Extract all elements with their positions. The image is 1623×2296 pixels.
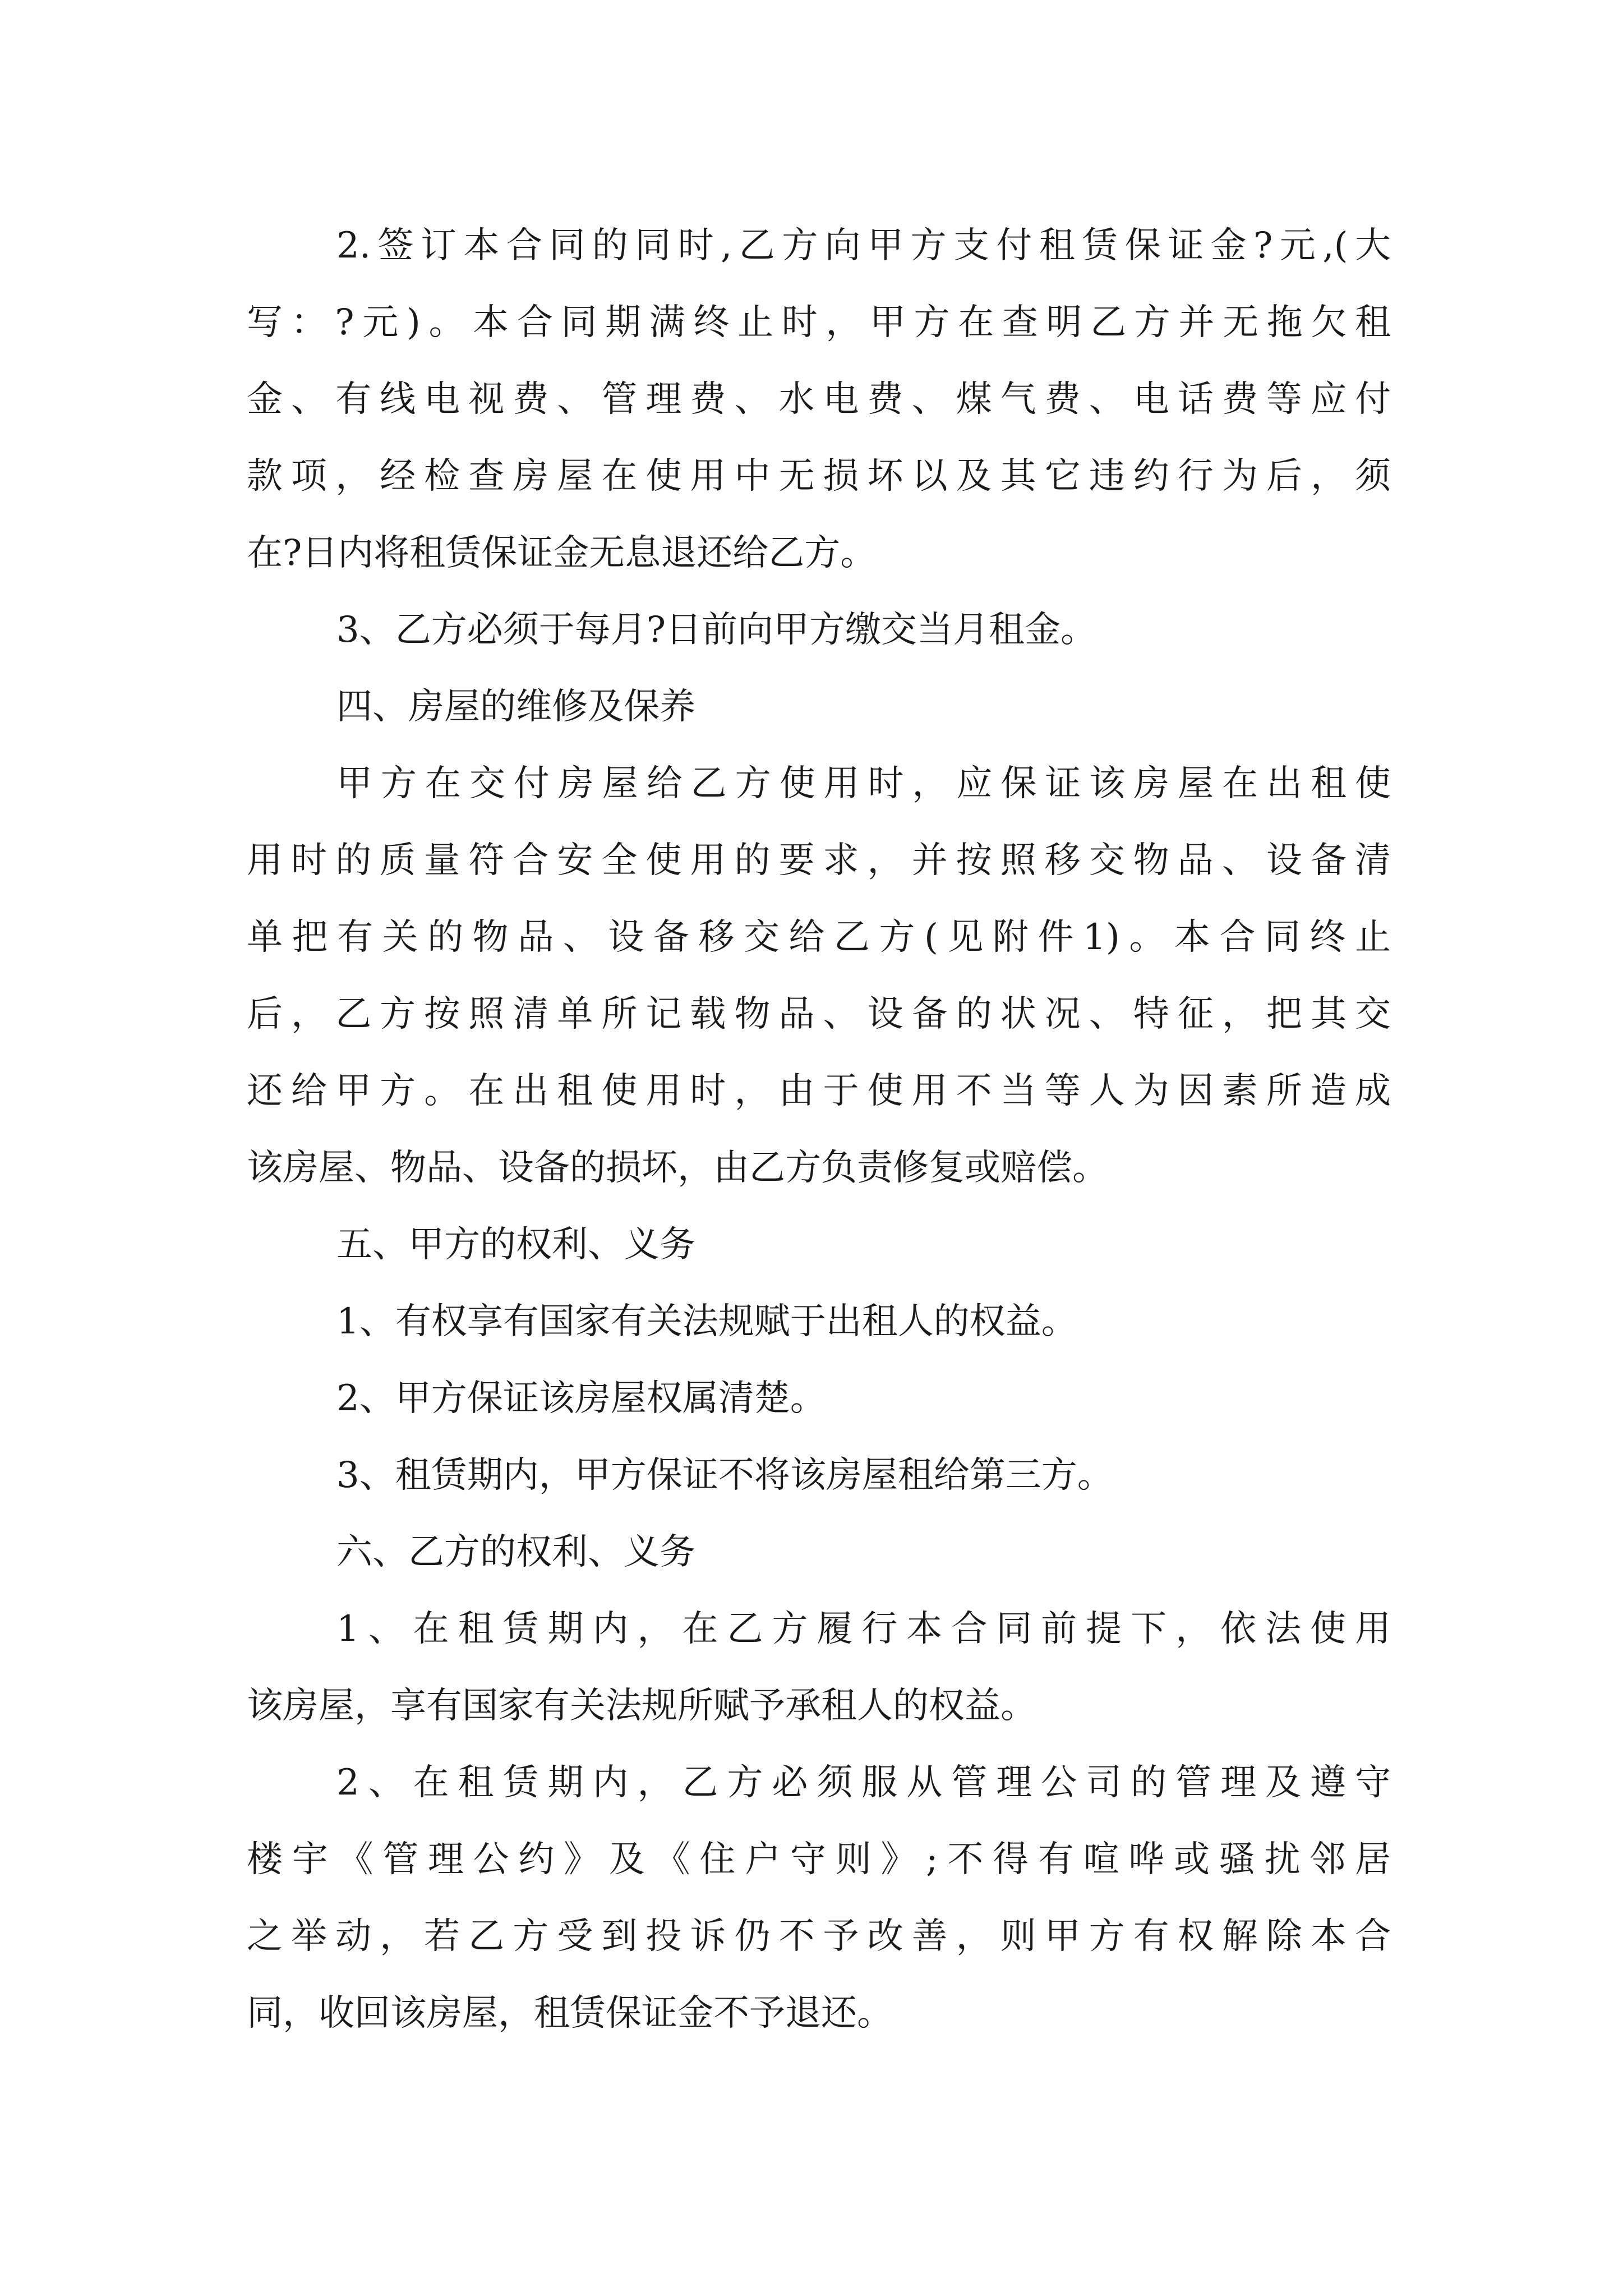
text-line: 2、在租赁期内，乙方必须服从管理公司的管理及遵守 [336,1762,1391,1803]
section-heading: 五、甲方的权利、义务 [336,1224,695,1266]
text-line: 还给甲方。在出租使用时，由于使用不当等人为因素所造成 [247,1070,1391,1112]
text-line: 之举动，若乙方受到投诉仍不予改善，则甲方有权解除本合 [247,1916,1391,1957]
text-line: 1、有权享有国家有关法规赋于出租人的权益。 [336,1301,1077,1342]
text-line: 用时的质量符合安全使用的要求，并按照移交物品、设备清 [247,840,1391,881]
text-line: 该房屋，享有国家有关法规所赋予承租人的权益。 [247,1685,1036,1727]
text-line: 该房屋、物品、设备的损坏，由乙方负责修复或赔偿。 [247,1147,1108,1189]
text-line: 2.签订本合同的同时,乙方向甲方支付租赁保证金?元,(大 [336,225,1391,266]
text-line: 单把有关的物品、设备移交给乙方(见附件1)。本合同终止 [247,917,1391,958]
text-line: 1、在租赁期内，在乙方履行本合同前提下，依法使用 [336,1608,1391,1650]
text-line: 3、租赁期内，甲方保证不将该房屋租给第三方。 [336,1455,1113,1496]
text-line: 写：?元)。本合同期满终止时，甲方在查明乙方并无拖欠租 [247,302,1391,343]
text-line: 同，收回该房屋，租赁保证金不予退还。 [247,1993,893,2034]
text-line: 款项，经检查房屋在使用中无损坏以及其它违约行为后，须 [247,455,1391,497]
text-line: 后，乙方按照清单所记载物品、设备的状况、特征，把其交 [247,993,1391,1035]
section-heading: 四、房屋的维修及保养 [336,686,695,728]
text-line: 甲方在交付房屋给乙方使用时，应保证该房屋在出租使 [336,763,1391,804]
text-line: 在?日内将租赁保证金无息退还给乙方。 [247,532,877,574]
text-line: 金、有线电视费、管理费、水电费、煤气费、电话费等应付 [247,379,1391,420]
text-line: 3、乙方必须于每月?日前向甲方缴交当月租金。 [336,609,1097,651]
text-line: 楼宇《管理公约》及《住户守则》;不得有喧哗或骚扰邻居 [247,1839,1391,1880]
text-line: 2、甲方保证该房屋权属清楚。 [336,1378,826,1419]
section-heading: 六、乙方的权利、义务 [336,1531,695,1573]
contract-body [247,208,1391,2052]
